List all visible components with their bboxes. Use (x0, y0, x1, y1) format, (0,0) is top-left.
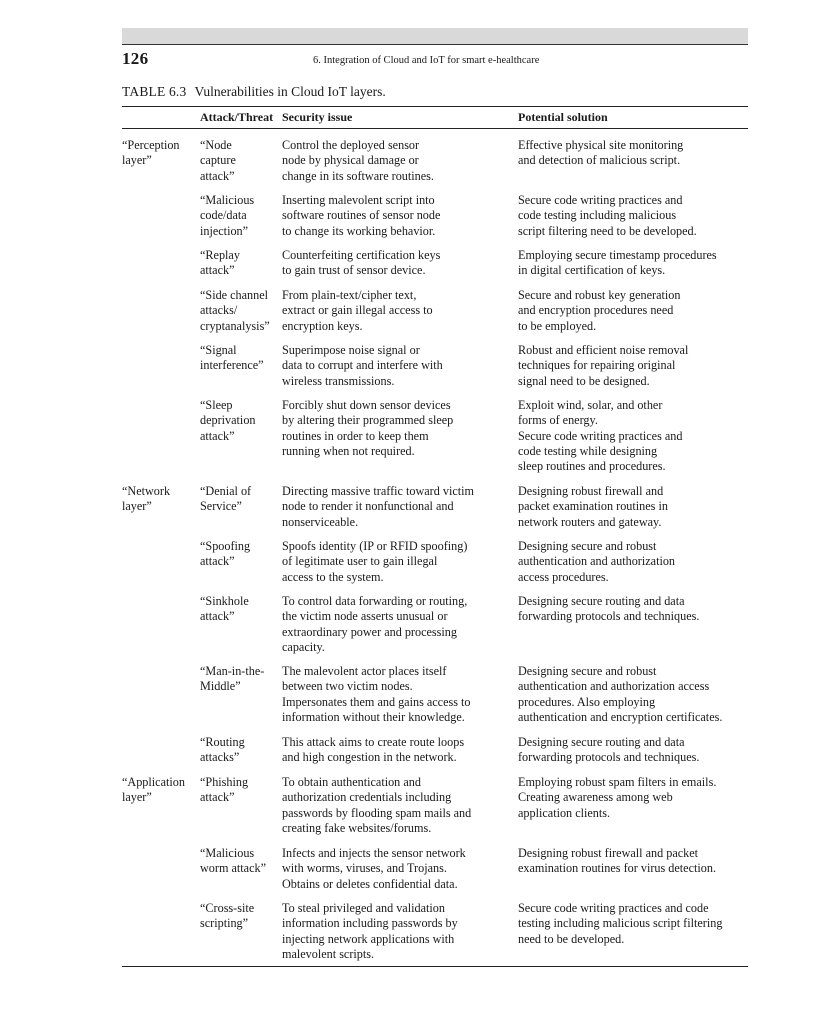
row-10-issue: The malevolent actor places itself between two victim nodes. Impersonates them and gains access to information without their knowledge. (282, 664, 471, 724)
table-label: TABLE 6.3 (122, 84, 187, 99)
row-3-solution: Employing secure timestamp procedures in digital certification of keys. (518, 248, 717, 278)
row-1-solution: Effective physical site monitoring and detection of malicious script. (518, 138, 684, 168)
row-10-attack: “Man-in-the- Middle” (200, 664, 265, 694)
row-1-attack: “Node capture attack” (200, 138, 236, 183)
row-6-attack: “Sleep deprivation attack” (200, 398, 256, 443)
row-9-issue: To control data forwarding or routing, the victim node asserts unusual or extraordinary power and processing capacity. (282, 594, 468, 654)
row-7-issue: Directing massive traffic toward victim node to render it nonfunctional and nonserviceable. (282, 484, 475, 529)
row-6-solution: Exploit wind, solar, and other forms of energy. Secure code writing practices and code testing while designing sleep routines and procedures. (518, 398, 683, 474)
row-7-layer: “Network layer” (122, 484, 171, 514)
row-10-solution: Designing secure and robust authentication and authorization access procedures. Also employing authentication and encryption certificates. (518, 664, 723, 724)
row-4-attack: “Side channel attacks/ cryptanalysis” (200, 288, 270, 333)
page-number: 126 (122, 49, 149, 68)
row-6-issue: Forcibly shut down sensor devices by altering their programmed sleep routines in order to keep them running when not required. (282, 398, 454, 458)
row-1-layer: “Perception layer” (122, 138, 180, 168)
row-4-solution: Secure and robust key generation and encryption procedures need to be employed. (518, 288, 681, 333)
running-head: 6. Integration of Cloud and IoT for smart e-healthcare (313, 55, 540, 66)
row-3-attack: “Replay attack” (200, 248, 240, 278)
row-11-issue: This attack aims to create route loops and high congestion in the network. (282, 735, 465, 765)
row-5-solution: Robust and efficient noise removal techniques for repairing original signal need to be designed. (518, 343, 689, 388)
row-14-issue: To steal privileged and validation information including passwords by injecting network applications with malevolent scripts. (282, 901, 458, 961)
row-5-issue: Superimpose noise signal or data to corrupt and interfere with wireless transmissions. (282, 343, 443, 388)
row-14-attack: “Cross-site scripting” (200, 901, 255, 931)
table-header-rule (122, 128, 748, 129)
row-11-attack: “Routing attacks” (200, 735, 245, 765)
row-11-solution: Designing secure routing and data forwarding protocols and techniques. (518, 735, 700, 765)
page-header-bar (122, 28, 748, 45)
table-title: Vulnerabilities in Cloud IoT layers. (194, 84, 386, 99)
row-2-issue: Inserting malevolent script into software routines of sensor node to change its working behavior. (282, 193, 441, 238)
row-5-attack: “Signal interference” (200, 343, 264, 373)
row-14-solution: Secure code writing practices and code testing including malicious script filtering need to be developed. (518, 901, 723, 946)
table-top-rule (122, 106, 748, 107)
header-issue: Security issue (282, 110, 353, 124)
row-4-issue: From plain-text/cipher text, extract or gain illegal access to encryption keys. (282, 288, 433, 333)
row-7-solution: Designing robust firewall and packet examination routines in network routers and gateway. (518, 484, 668, 529)
row-8-solution: Designing secure and robust authentication and authorization access procedures. (518, 539, 676, 584)
table-caption (122, 84, 386, 100)
row-2-solution: Secure code writing practices and code testing including malicious script filtering need to be developed. (518, 193, 697, 238)
header-solution: Potential solution (518, 110, 608, 124)
row-12-attack: “Phishing attack” (200, 775, 249, 805)
row-12-solution: Employing robust spam filters in emails. Creating awareness among web application clients. (518, 775, 717, 820)
row-8-issue: Spoofs identity (IP or RFID spoofing) of legitimate user to gain illegal access to the system. (282, 539, 468, 584)
row-13-issue: Infects and injects the sensor network with worms, viruses, and Trojans. Obtains or deletes confidential data. (282, 846, 466, 891)
row-1-issue: Control the deployed sensor node by physical damage or change in its software routines. (282, 138, 434, 183)
row-12-issue: To obtain authentication and authorization credentials including passwords by flooding spam mails and creating fake websites/forums. (282, 775, 472, 835)
row-3-issue: Counterfeiting certification keys to gain trust of sensor device. (282, 248, 441, 278)
row-13-attack: “Malicious worm attack” (200, 846, 266, 876)
row-2-attack: “Malicious code/data injection” (200, 193, 255, 238)
row-9-attack: “Sinkhole attack” (200, 594, 249, 624)
row-13-solution: Designing robust firewall and packet examination routines for virus detection. (518, 846, 716, 876)
row-8-attack: “Spoofing attack” (200, 539, 251, 569)
row-12-layer: “Application layer” (122, 775, 185, 805)
row-9-solution: Designing secure routing and data forwarding protocols and techniques. (518, 594, 700, 624)
row-7-attack: “Denial of Service” (200, 484, 252, 514)
header-attack: Attack/Threat (200, 110, 274, 124)
table-bottom-rule (122, 966, 748, 967)
